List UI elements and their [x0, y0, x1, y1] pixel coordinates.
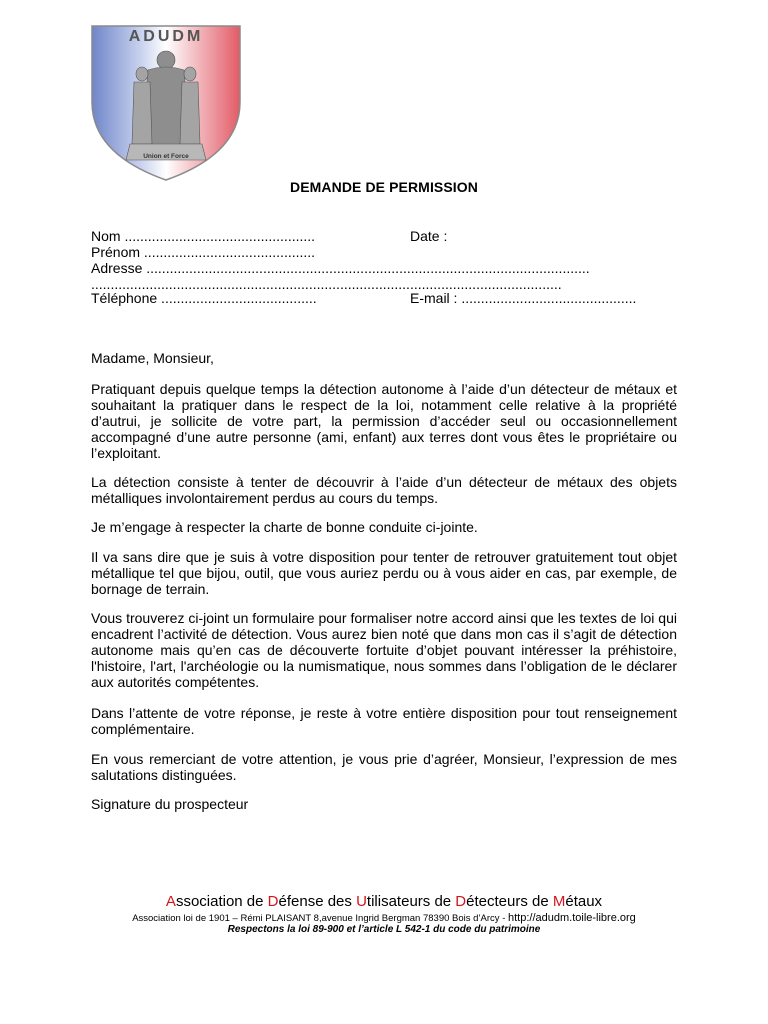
signature-line: Signature du prospecteur [91, 796, 249, 812]
footer-address [0, 912, 768, 924]
nom-field: Nom ................................................. [91, 228, 316, 244]
adresse-line2-field: ......................................................................................................................... [91, 276, 562, 292]
logo-motto-text: Union et Force [143, 153, 189, 160]
shield-emblem-icon [90, 24, 242, 182]
assoc-word: tilisateurs de [366, 893, 456, 910]
address-text: Association loi de 1901 – Rémi PLAISANT 8,avenue Ingrid Bergman 78390 Bois d’Arcy - [132, 913, 506, 924]
paragraph-5: Vous trouverez ci-joint un formulaire pour formaliser notre accord ainsi que les textes de loi qui encadrent l’activité de détection. Vous aurez bien noté que dans mon cas il s’agit de détection autonome mais qu’en cas de découverte fortuite d’objet pouvant intéresser la préhistoire, l'histoire, l'art, l'archéologie ou la numismatique, nous sommes dans l’obligation de le déclarer aux autorités compétentes. [91, 610, 677, 690]
adresse-field: Adresse .................................................................................................................. [91, 260, 590, 276]
logo-name-text: ADUDM [128, 28, 204, 45]
page-title: DEMANDE DE PERMISSION [289, 179, 478, 195]
assoc-word: ssociation de [175, 893, 268, 910]
paragraph-3: Je m’engage à respecter la charte de bonne conduite ci-jointe. [91, 519, 478, 535]
footer-association-name [0, 893, 768, 910]
paragraph-7: En vous remerciant de votre attention, je vous prie d’agréer, Monsieur, l’expression de mes salutations distinguées. [91, 751, 677, 783]
email-field: E-mail : ............................................. [410, 290, 637, 306]
footer-law-text: Respectons la loi 89-900 et l’article L 542-1 du code du patrimoine [227, 924, 541, 935]
assoc-word: étaux [565, 893, 603, 910]
assoc-letter: D [455, 893, 467, 910]
assoc-letter: D [267, 893, 279, 910]
paragraph-1: Pratiquant depuis quelque temps la détection autonome à l’aide d’un détecteur de métaux et souhaitant la pratiquer dans le respect de la loi, notamment celle relative à la propriété d’autrui, je sollicite de votre part, la permission d’accéder seul ou occasionnellement accompagné d’une autre personne (ami, enfant) aux terres dont vous êtes le propriétaire ou l’exploitant. [91, 381, 677, 461]
paragraph-4: Il va sans dire que je suis à votre disposition pour tenter de retrouver gratuitement tout objet métallique tel que bijou, outil, que vous auriez perdu ou à vous aider en cas, par exemple, de bornage de terrain. [91, 549, 677, 597]
adudm-logo [90, 24, 242, 182]
website-link[interactable]: http://adudm.toile-libre.org [508, 912, 636, 924]
telephone-field: Téléphone ........................................ [91, 290, 317, 306]
assoc-letter: U [356, 893, 367, 910]
assoc-word: éfense des [278, 893, 357, 910]
assoc-word: étecteurs de [466, 893, 553, 910]
date-field: Date : [410, 228, 448, 244]
assoc-letter: M [552, 893, 566, 910]
salutation: Madame, Monsieur, [91, 350, 214, 366]
assoc-letter: A [165, 893, 176, 910]
paragraph-2: La détection consiste à tenter de découvrir à l’aide d’un détecteur de métaux des objets métalliques involontairement perdus au cours du temps. [91, 474, 677, 506]
paragraph-6: Dans l’attente de votre réponse, je reste à votre entière disposition pour tout renseignement complémentaire. [91, 705, 677, 737]
prenom-field: Prénom ............................................ [91, 244, 316, 260]
